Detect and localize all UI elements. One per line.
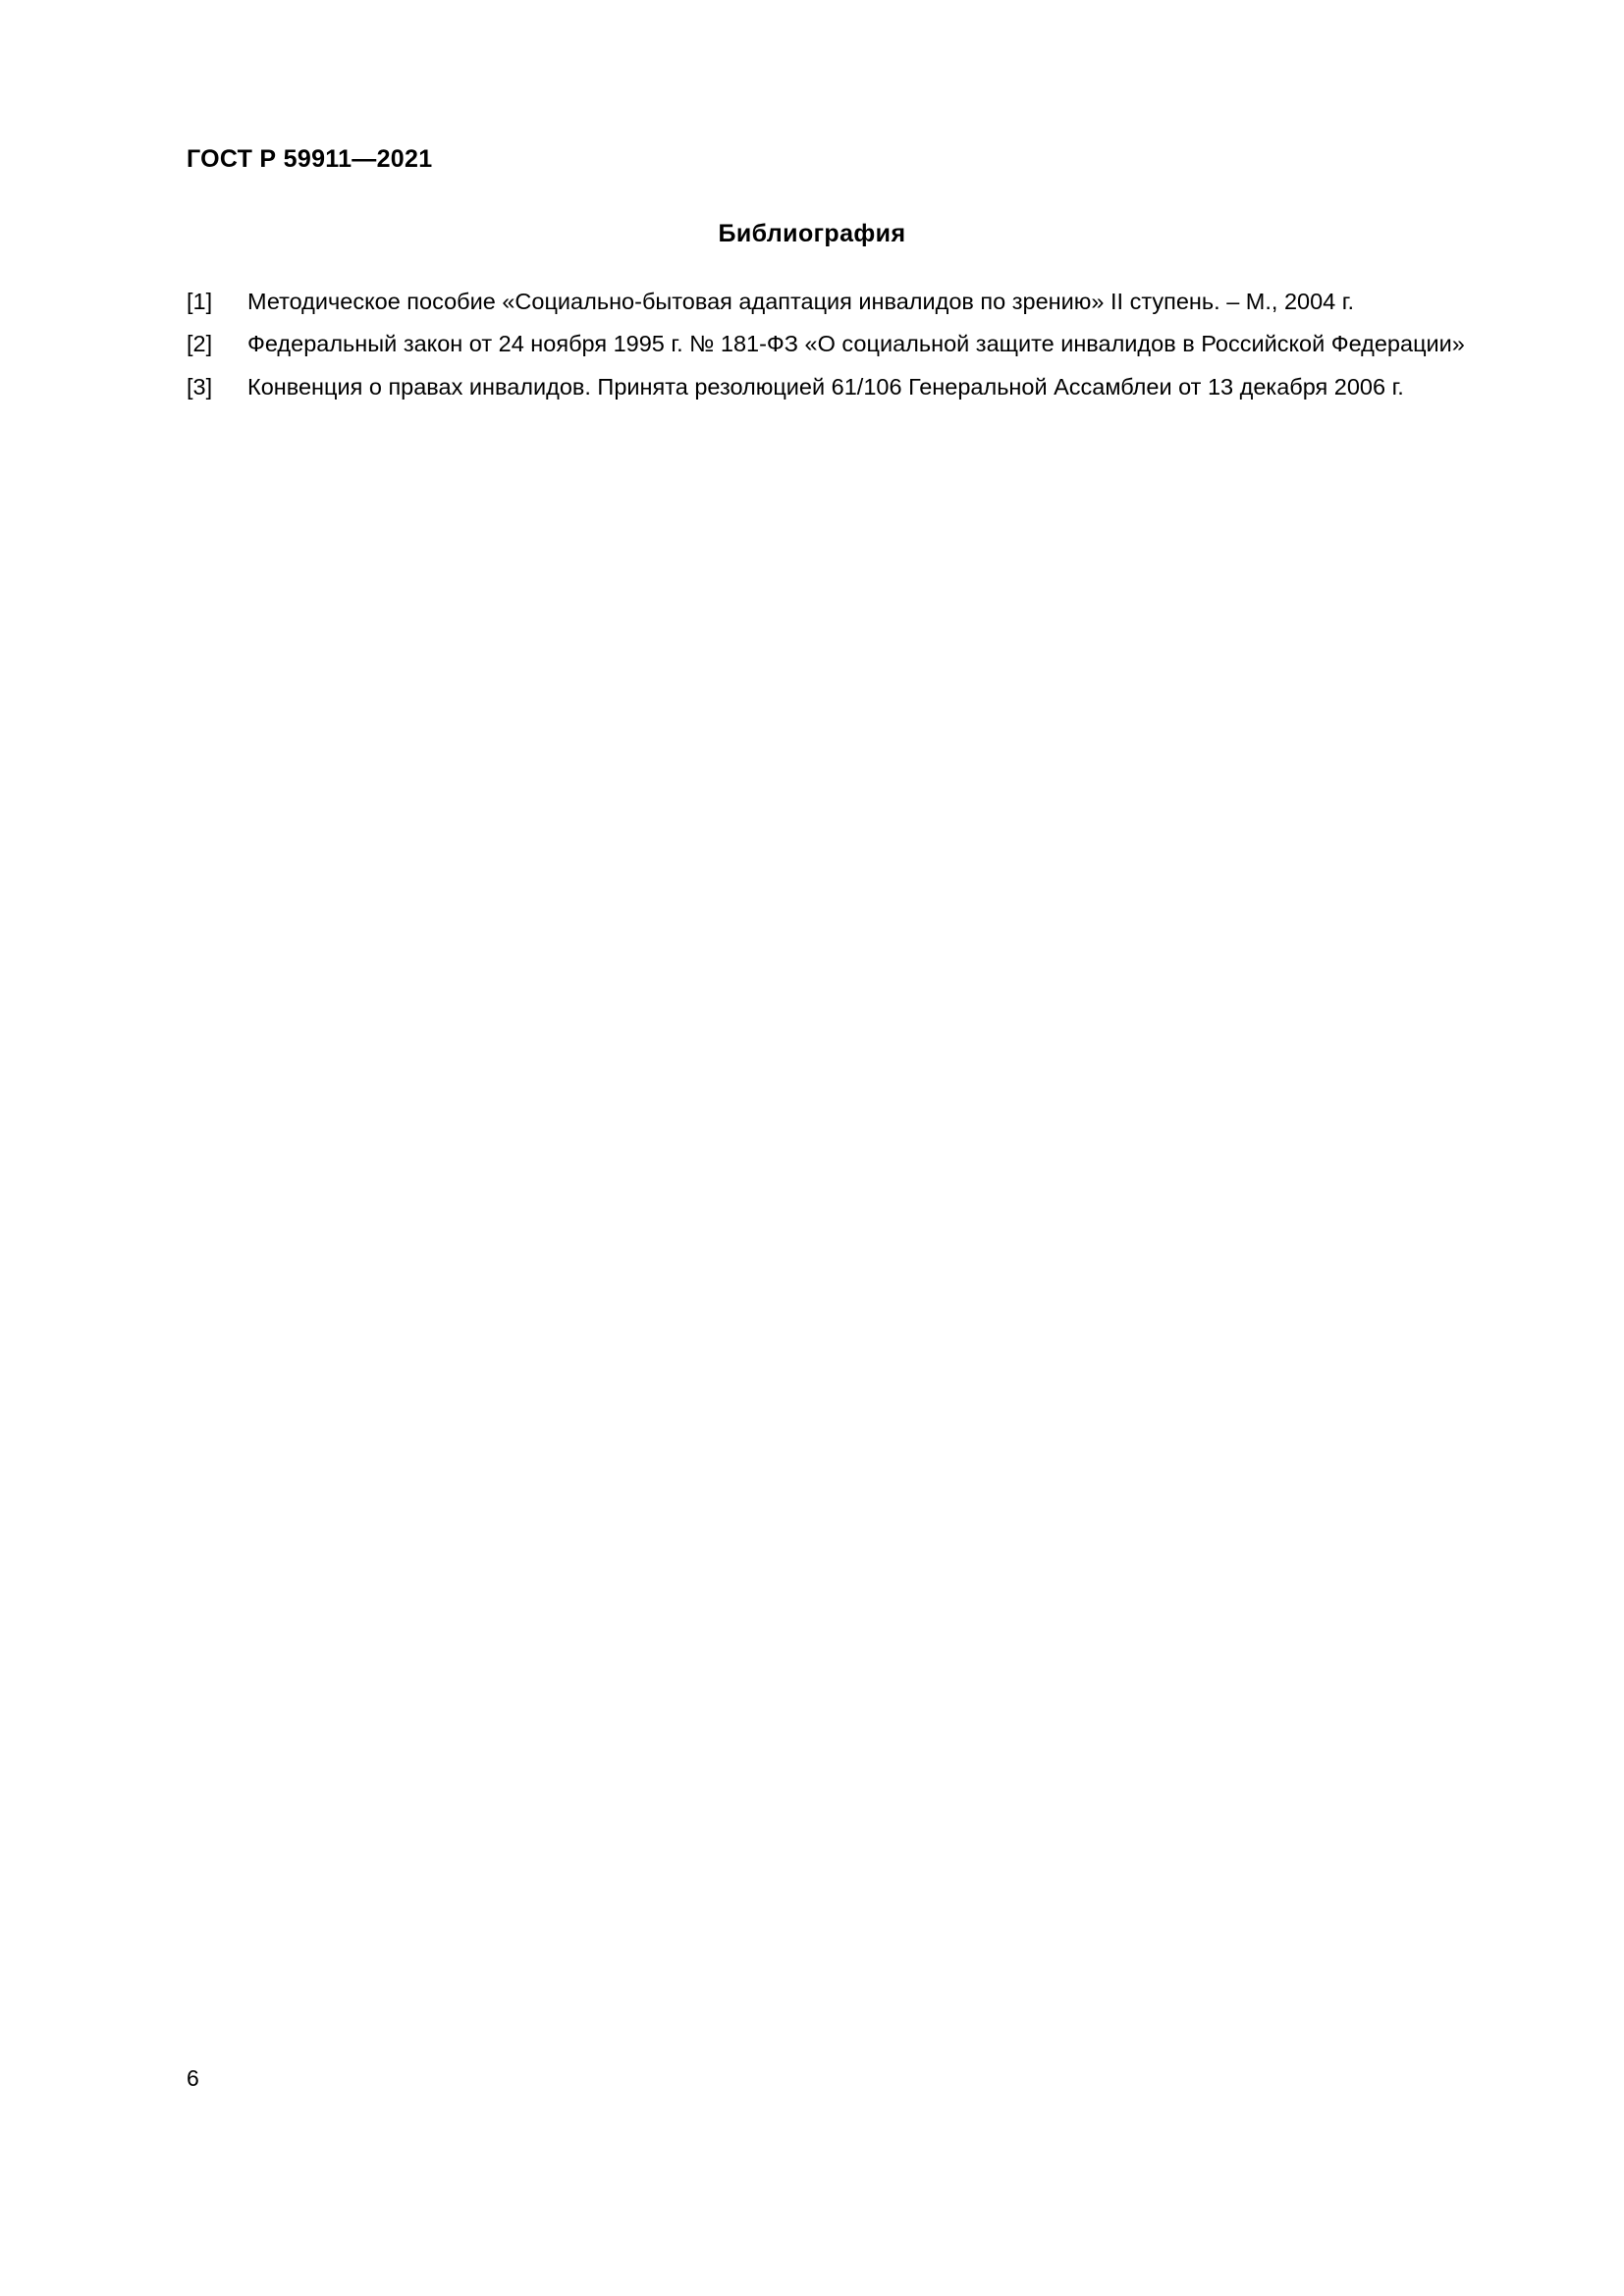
bibliography-list xyxy=(187,287,1492,414)
bibliography-item-text: Конвенция о правах инвалидов. Принята резолюцией 61/106 Генеральной Ассамблеи от 13 декабря 2006 г. xyxy=(247,373,1404,400)
bibliography-item-marker: [3] xyxy=(187,373,213,400)
list-item xyxy=(187,287,1492,317)
list-item xyxy=(187,372,1492,402)
bibliography-item-marker: [2] xyxy=(187,331,213,357)
page-number: 6 xyxy=(187,2065,199,2091)
list-item xyxy=(187,329,1492,359)
bibliography-item-text: Методическое пособие «Социально-бытовая адаптация инвалидов по зрению» II ступень. – М., 2004 г. xyxy=(247,289,1354,314)
bibliography-item-marker: [1] xyxy=(187,289,213,314)
running-header-standard-number: ГОСТ Р 59911—2021 xyxy=(187,145,433,173)
bibliography-item-text: Федеральный закон от 24 ноября 1995 г. № 181-ФЗ «О социальной защите инвалидов в Российской Федерации» xyxy=(247,331,1465,357)
page-title: Библиография xyxy=(718,220,906,247)
